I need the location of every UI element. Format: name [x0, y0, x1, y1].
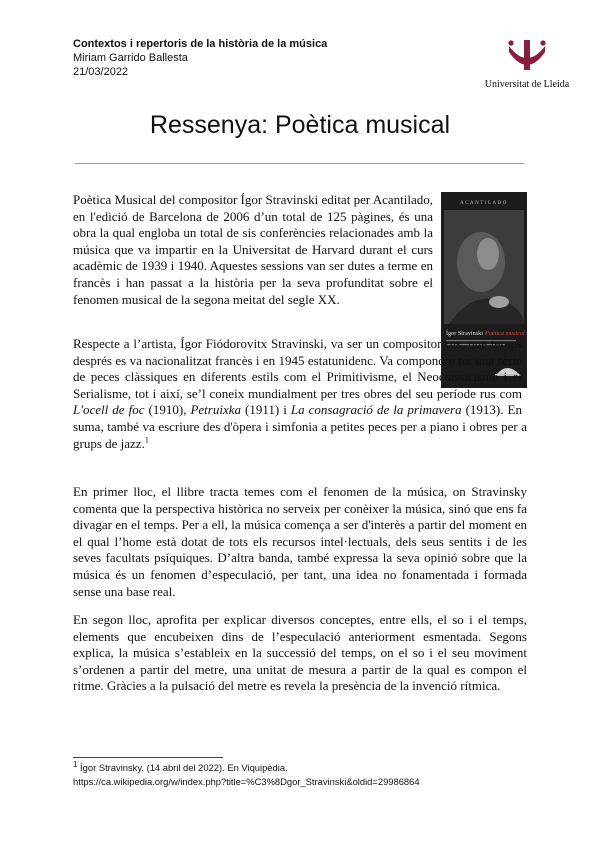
paragraph-2: [73, 336, 527, 452]
footnote: [73, 761, 420, 788]
book-title: Poètica musical: [485, 330, 525, 337]
paragraph-4: [73, 612, 527, 695]
footnote-link[interactable]: https://ca.wikipedia.org/w/index.php?title=%C3%8Dgor_Stravinski&oldid=29986864: [73, 775, 420, 787]
university-logo: [482, 38, 572, 90]
paragraph-4-text: En segon lloc, aprofita per explicar diversos conceptes, entre ells, el so i el temps, elements que encubeixen dins de l’especulació anteriorment esmentada. Segons explica, la música s’estableix en la successió del temps, on el so i el seu moviment s’ordenen a partir del metre, una unitat de mesura a partir de la qual es compon el ritme. Gràcies a la pulsació del metre es revela la presència de la invenció rítmica.: [73, 612, 527, 694]
footnote-number: 1: [73, 759, 78, 769]
paragraph-2-part-a: Respecte a l’artista, Ígor Fiódorovitx Stravinski, va ser un compositor rus, que temps després es va nacionalitzat francès i en 1945 estatunidenc. Va compondre tot una sèrie de peces clàssiques en diferents estils com el Primitivisme, el Neoclassicisme i el Serialisme, tot i així, se’l coneix mundialment per tres obres del seu període rus com: [73, 336, 522, 401]
footnote-reference[interactable]: 1: [144, 435, 149, 445]
book-author: Ígor Stravinski: [446, 330, 483, 337]
paragraph-1: [73, 192, 433, 308]
document-date: 21/03/2022: [73, 66, 129, 78]
course-title: Contextos i repertoris de la història de la música: [73, 38, 328, 50]
title-divider: [75, 163, 524, 164]
paragraph-3-text: En primer lloc, el llibre tracta temes com el fenomen de la música, on Stravinsky comenta que la perspectiva històrica no serveix per conèixer la música, sinó que ens fa divagar en el temps. Per a ell, la música comença a ser d'interès a partir del moment en el qual l’home està dotat de tots els recursos intel·lectuals, dels seus sentits i de les seves facultats psíquiques. D’altra banda, també expressa la seva opinió sobre que la música és un fenomen d’especulació, per tant, una idea no fonamentada i formada sense una base real.: [73, 484, 527, 599]
paragraph-1-text: Poètica Musical del compositor Ígor Stravinski editat per Acantilado, en l'edició de Barcelona de 2006 d’un total de 125 pàgines, és una obra la qual engloba un total de sis conferències relacionades amb la música que va impartir en la Universitat de Harvard durant el curs acadèmic de 1939 i 1940. Aquestes sessions van ser dutes a terme en francès i han passat a la història per la seva profunditat sobre el fenomen musical de la segona meitat del segle XX.: [73, 192, 433, 307]
book-publisher: ACANTILADO: [460, 201, 508, 206]
footnote-divider: [73, 757, 223, 758]
paragraph-2-part-b: (1910),: [144, 402, 191, 418]
paragraph-2-text: [73, 336, 527, 452]
footnote-text: Ígor Stravinsky. (14 abril del 2022). En Viquipèdia.: [77, 762, 288, 773]
page-title: Ressenya: Poètica musical: [149, 111, 451, 139]
work-petruixka: Petruixka: [190, 402, 242, 418]
paragraph-2-part-d: (1913). En suma, també va escriure des d'òpera i simfonia a petites peces per a piano i obres per a grups de jazz.: [73, 402, 527, 451]
work-l-ocell-de-foc: L'ocell de foc: [73, 402, 145, 418]
university-emblem-icon: [505, 38, 549, 78]
work-consagracio: La consagració de la primavera: [290, 402, 462, 418]
paragraph-2-part-c: (1911) i: [241, 402, 291, 418]
paragraph-3: [73, 484, 527, 600]
university-name: Universitat de Lleida: [484, 79, 570, 90]
author-name: Miriam Garrido Ballesta: [73, 52, 188, 64]
